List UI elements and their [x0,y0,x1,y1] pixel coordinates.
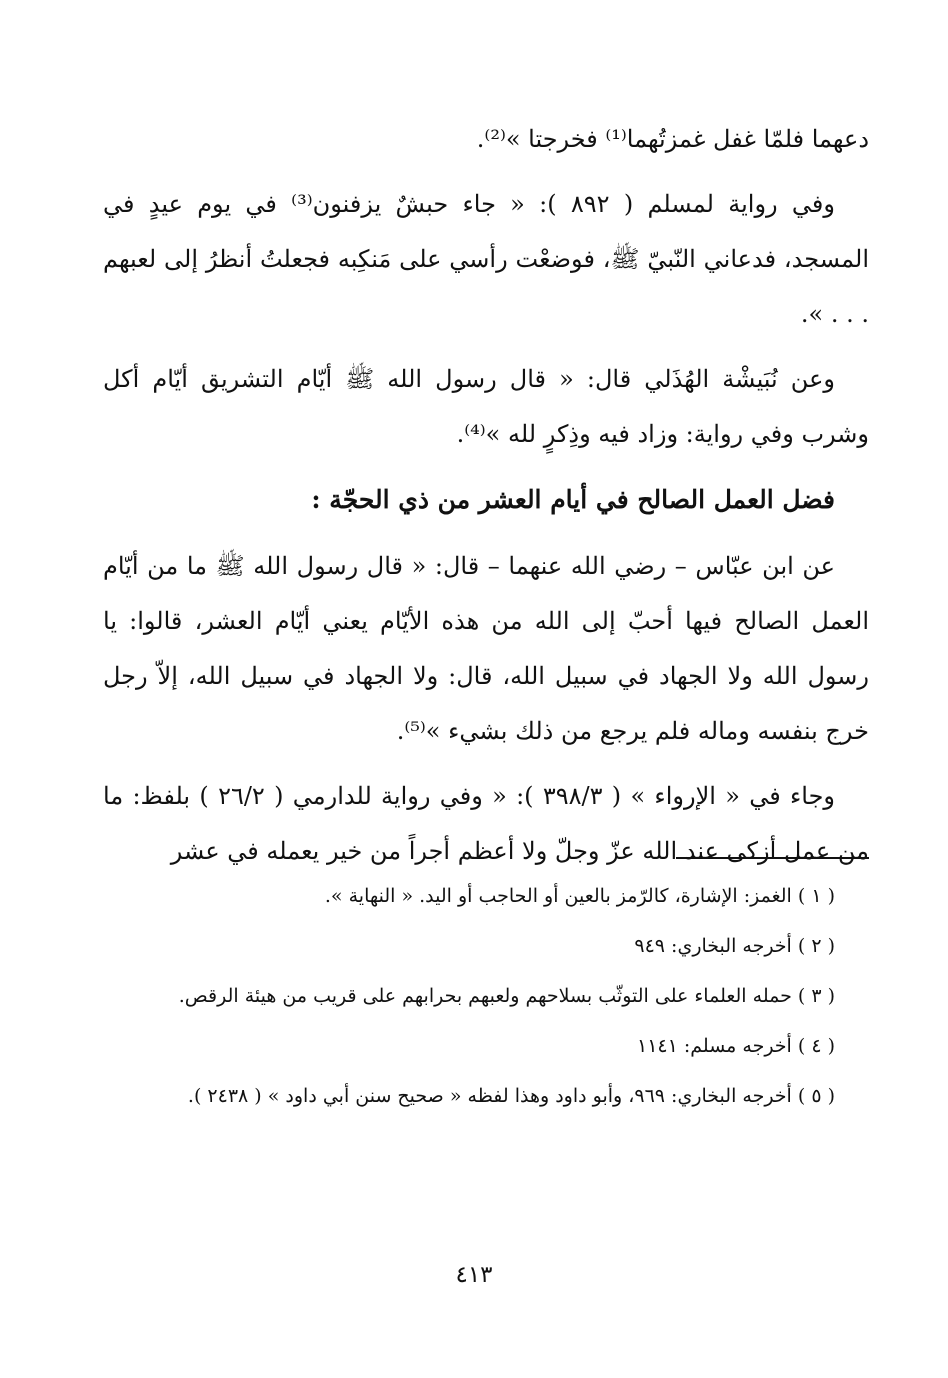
footnote-2: ( ٢ ) أخرجه البخاري: ٩٤٩ [634,935,835,957]
paragraph-ibn-abbas-hadith: عن ابن عبّاس – رضي الله عنهما – قال: « قال رسول الله ﷺ ما من أيّام العمل الصالح فيها أحبّ إلى الله من هذه الأيّام يعني أيّام العشر، قالوا: يا رسول الله ولا الجهاد في سبيل الله، قال: ولا الجهاد في سبيل الله، إلاّ رجل خرج بنفسه وماله فلم يرجع من ذلك بشيء »⁽⁵⁾. [103,552,869,745]
footnote-5: ( ٥ ) أخرجه البخاري: ٩٦٩، وأبو داود وهذا لفظه « صحيح سنن أبي داود » ( ٢٤٣٨ ). [187,1085,835,1107]
page-number: ٤١٣ [455,1262,493,1288]
section-heading: فضل العمل الصالح في أيام العشر من ذي الحجّة : [311,485,835,514]
footnote-divider [676,857,869,859]
footnote-1: ( ١ ) الغمز: الإشارة، كالرّمز بالعين أو الحاجب أو اليد. « النهاية ». [324,885,835,907]
main-text [103,112,869,889]
paragraph-nubaysha-hadith: وعن نُبَيشْة الهُذَلي قال: « قال رسول الله ﷺ أيّام التشريق أيّام أكل وشرب وفي رواية: وزاد فيه وذِكرٍ لله »⁽⁴⁾. [103,365,869,448]
footnotes [103,880,869,1130]
footnote-3: ( ٣ ) حمله العلماء على التوثّب بسلاحهم ولعبهم بحرابهم على قريب من هيئة الرقص. [178,985,835,1007]
paragraph-muslim-narration: وفي رواية لمسلم ( ٨٩٢ ): « جاء حبشٌ يزفنون⁽³⁾ في يوم عيدٍ في المسجد، فدعاني النّبيّ ﷺ، فوضعْت رأسي على مَنكِبه فجعلتُ أنظرُ إلى لعبهم . . . ». [103,190,869,328]
paragraph-irwa-narration: وجاء في « الإرواء » ( ٣٩٨/٣ ): « وفي رواية للدارمي ( ٢٦/٢ ) بلفظ: ما من عمل أزكى عند الله عزّ وجلّ ولا أعظم أجراً من خير يعمله في عشر [103,782,869,865]
paragraph-continuation: دعهما فلمّا غفل غمزتُهما⁽¹⁾ فخرجتا »⁽²⁾. [476,125,869,153]
footnote-4: ( ٤ ) أخرجه مسلم: ١١٤١ [637,1035,835,1057]
